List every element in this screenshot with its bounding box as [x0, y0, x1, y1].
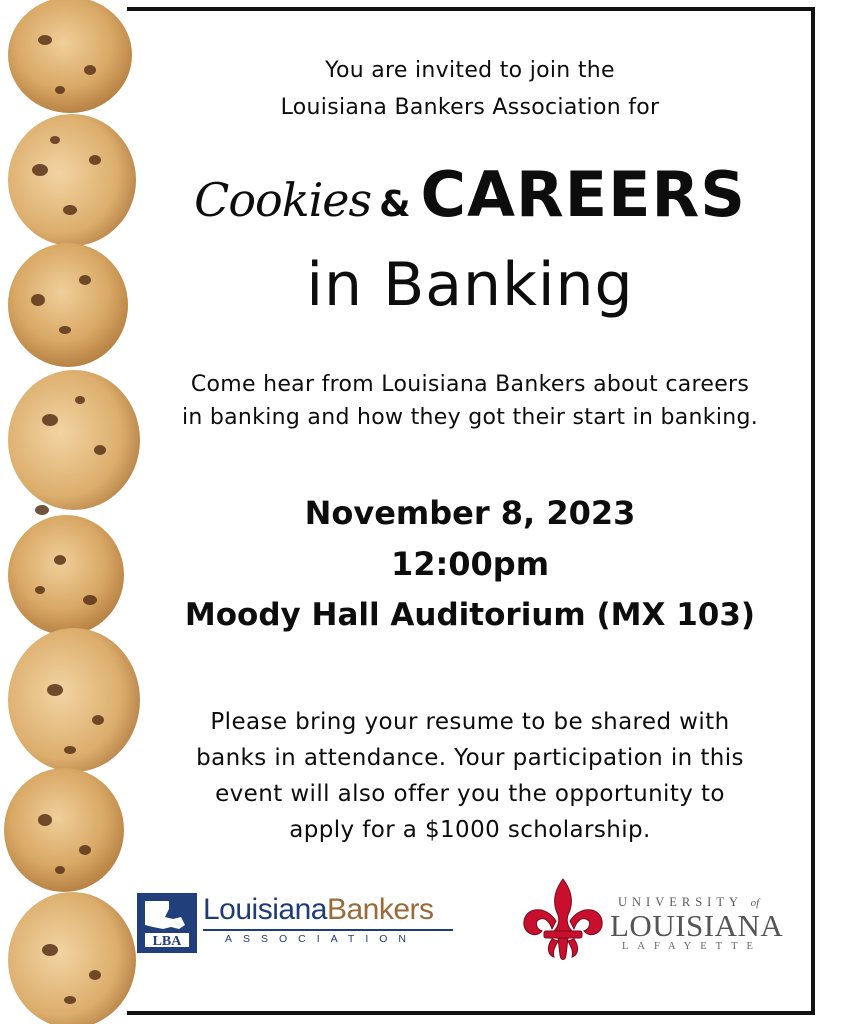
lba-box-label: LBA: [152, 934, 182, 949]
lba-name-part2: Bankers: [326, 893, 434, 926]
intro-line: Louisiana Bankers Association for: [280, 95, 660, 120]
ul-of-label: of: [750, 897, 760, 909]
description-line: in banking and how they got their start in banking.: [181, 405, 759, 430]
ul-university-label: UNIVERSITY: [618, 895, 743, 909]
fleur-de-lis-icon: [518, 875, 608, 965]
lba-logo: [137, 893, 457, 953]
note-line: apply for a $1000 scholarship.: [289, 817, 651, 843]
lba-emblem: [137, 893, 197, 953]
note-line: banks in attendance. Your participation in this: [196, 745, 744, 771]
lba-divider: [203, 929, 453, 931]
note-line: Please bring your resume to be shared with: [210, 709, 730, 735]
lba-wordmark: [203, 893, 434, 927]
note-line: event will also offer you the opportunity to: [215, 781, 725, 807]
event-time: 12:00pm: [390, 545, 550, 583]
page-title: [130, 158, 810, 238]
title-ampersand: &: [379, 184, 411, 225]
ul-bottom-text: LAFAYETTE: [622, 941, 762, 952]
event-date: November 8, 2023: [304, 494, 636, 532]
ul-name: LOUISIANA: [610, 908, 784, 943]
resume-note: [130, 704, 810, 848]
page-subtitle: in Banking: [306, 250, 634, 320]
description-line: Come hear from Louisiana Bankers about careers: [190, 372, 750, 397]
event-description: [130, 368, 810, 434]
lba-subtitle: ASSOCIATION: [225, 933, 417, 945]
louisiana-map-icon: [139, 895, 195, 951]
intro-line: You are invited to join the: [325, 58, 615, 83]
ul-lafayette-logo: [518, 875, 798, 965]
title-bold-word: CAREERS: [420, 158, 746, 231]
flyer-content: [130, 0, 810, 1024]
lba-name-part1: Louisiana: [203, 893, 327, 926]
event-details: [130, 488, 810, 641]
title-script-word: Cookies: [194, 173, 372, 227]
event-venue: Moody Hall Auditorium (MX 103): [184, 597, 756, 633]
intro-text: [130, 52, 810, 126]
